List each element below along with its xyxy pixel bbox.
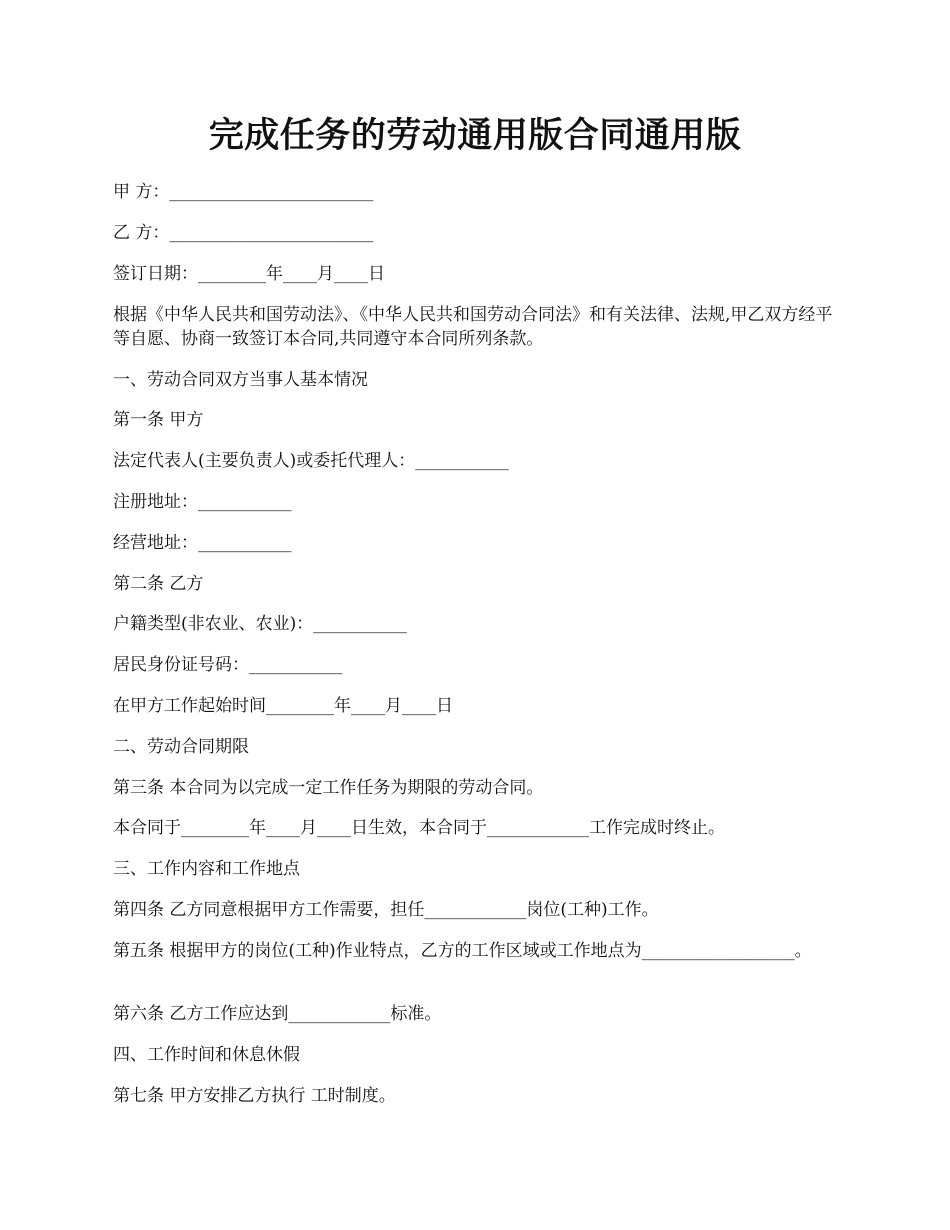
article-1-heading: 第一条 甲方 [113, 410, 204, 430]
party-a-line: 甲 方：________________________ [113, 182, 374, 202]
party-b-line: 乙 方：________________________ [113, 223, 374, 243]
registered-address-line: 注册地址：___________ [113, 492, 292, 512]
preamble-paragraph: 根据《中华人民共和国劳动法》、《中华人民共和国劳动合同法》和有关法律、法规,甲乙双方经平等自愿、协商一致签订本合同,共同遵守本合同所列条款。 [113, 305, 833, 349]
article-3-line: 第三条 本合同为以完成一定工作任务为期限的劳动合同。 [113, 778, 544, 798]
article-6-line: 第六条 乙方工作应达到____________标准。 [113, 1004, 442, 1024]
document-title: 完成任务的劳动通用版合同通用版 [208, 116, 742, 156]
article-2-heading: 第二条 乙方 [113, 574, 204, 594]
sign-date-line: 签订日期：________年____月____日 [113, 264, 385, 284]
section-heading-4: 四、工作时间和休息休假 [113, 1045, 300, 1065]
section-heading-2: 二、劳动合同期限 [113, 737, 249, 757]
section-heading-1: 一、劳动合同双方当事人基本情况 [113, 370, 368, 390]
legal-representative-line: 法定代表人(主要负责人)或委托代理人：___________ [113, 451, 509, 471]
start-date-line: 在甲方工作起始时间________年____月____日 [113, 696, 453, 716]
section-heading-3: 三、工作内容和工作地点 [113, 859, 300, 879]
id-number-line: 居民身份证号码：___________ [113, 655, 343, 675]
article-5-line: 第五条 根据甲方的岗位(工种)作业特点，乙方的工作区域或工作地点为__________________。 [113, 941, 812, 961]
article-7-line: 第七条 甲方安排乙方执行 工时制度。 [113, 1086, 396, 1106]
business-address-line: 经营地址：___________ [113, 533, 292, 553]
effective-date-line: 本合同于________年____月____日生效，本合同于____________工作完成时终止。 [113, 818, 725, 838]
article-4-line: 第四条 乙方同意根据甲方工作需要，担任____________岗位(工种)工作。 [113, 900, 659, 920]
household-type-line: 户籍类型(非农业、农业)：___________ [113, 614, 407, 634]
